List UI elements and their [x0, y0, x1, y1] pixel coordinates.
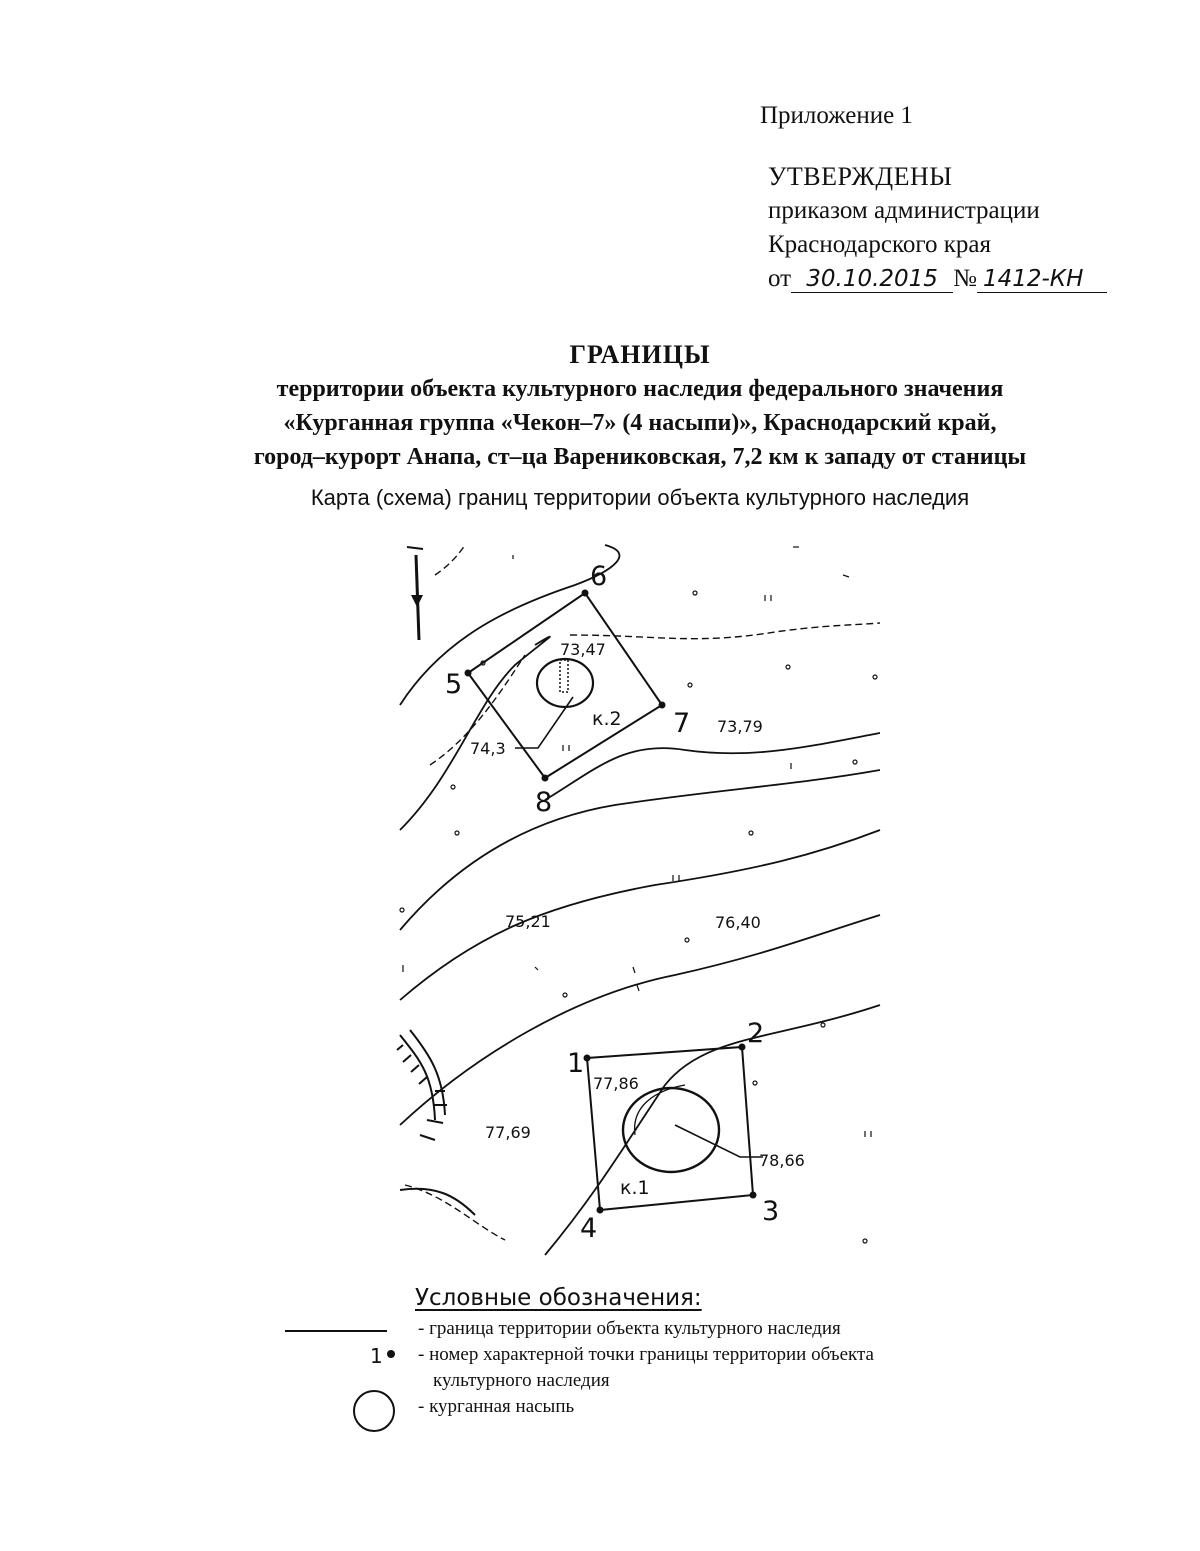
boundary-polygon-south	[587, 1047, 753, 1210]
from-label: от	[768, 265, 792, 292]
approval-line-1: приказом администрации	[768, 197, 1040, 224]
boundary-point-dot	[739, 1044, 746, 1051]
legend-boundary-text: - граница территории объекта культурного наследия	[418, 1318, 841, 1339]
point-number: 5	[445, 669, 463, 700]
mound-labels	[592, 708, 650, 1199]
mound-label: к.1	[620, 1177, 650, 1199]
point-number: 8	[535, 787, 553, 818]
dashed-contours	[405, 545, 880, 1240]
boundary-point-dot	[465, 670, 472, 677]
contour-line	[400, 545, 619, 705]
title-main: ГРАНИЦЫ	[569, 340, 711, 369]
elevation-label: 77,86	[593, 1074, 639, 1093]
map-subtitle: Карта (схема) границ территории объекта культурного наследия	[310, 485, 970, 510]
boundary-points	[465, 590, 757, 1214]
boundary-map	[395, 535, 890, 1260]
boundary-point-dot	[582, 590, 589, 597]
approval-date-line	[768, 262, 1107, 296]
handwritten-number: 1412-КН	[977, 266, 1107, 293]
dashed-contour	[435, 545, 465, 575]
elevation-label: 73,47	[560, 640, 606, 659]
contour-line	[545, 733, 880, 800]
legend-point-text-2: культурного наследия	[433, 1370, 610, 1391]
legend	[285, 1318, 1005, 1422]
boundary-line-icon	[285, 1330, 387, 1332]
legend-row-point-cont	[285, 1370, 1005, 1396]
contour-line	[400, 770, 880, 930]
boundary-point-icon	[370, 1344, 395, 1368]
title-line-2: «Курганная группа «Чекон–7» (4 насыпи)», Краснодарский край,	[283, 410, 997, 436]
title-line-3: город–курорт Анапа, ст–ца Варениковская, 7,2 км к западу от станицы	[253, 444, 1027, 470]
mound-k2	[515, 659, 593, 748]
mound-circle-icon	[353, 1390, 395, 1432]
approval-line-2: Краснодарского края	[768, 231, 991, 258]
terrain-marks	[400, 547, 877, 1243]
mound-k1	[623, 1085, 763, 1172]
number-label: №	[953, 265, 977, 292]
elevation-label: 75,21	[505, 912, 551, 931]
point-number: 2	[747, 1018, 765, 1049]
mound-label: к.2	[592, 708, 622, 730]
legend-row-boundary	[285, 1318, 1005, 1344]
dashed-contour	[570, 623, 880, 639]
boundary-point-dot	[659, 702, 666, 709]
point-number: 7	[673, 708, 691, 739]
approval-block	[768, 160, 1107, 296]
elevation-label: 78,66	[759, 1151, 805, 1170]
point-number: 4	[580, 1213, 598, 1244]
document-title	[0, 338, 1200, 474]
appendix-label: Приложение 1	[760, 102, 913, 129]
point-symbol: 1	[370, 1344, 383, 1368]
contour-line	[400, 915, 880, 1125]
handwritten-date: 30.10.2015	[791, 266, 953, 293]
boundary-point-dot	[750, 1192, 757, 1199]
legend-point-text: - номер характерной точки границы территории объекта	[418, 1344, 874, 1365]
point-number: 3	[762, 1196, 780, 1227]
contour-lines	[400, 545, 880, 1255]
elevation-label: 73,79	[717, 717, 763, 736]
legend-title: Условные обозначения:	[415, 1285, 702, 1311]
legend-row-mound	[285, 1396, 1005, 1422]
elevation-label: 76,40	[715, 913, 761, 932]
approved-heading: УТВЕРЖДЕНЫ	[768, 162, 953, 191]
legend-mound-text: - курганная насыпь	[418, 1396, 575, 1417]
boundary-point-dot	[597, 1207, 604, 1214]
elevation-label: 77,69	[485, 1123, 531, 1142]
title-line-1: территории объекта культурного наследия федерального значения	[276, 376, 1004, 402]
elevation-label: 74,3	[470, 739, 506, 758]
point-number: 1	[567, 1048, 585, 1079]
legend-row-point	[285, 1344, 1005, 1370]
dashed-contour	[405, 1185, 505, 1240]
north-arrow-icon	[407, 547, 423, 640]
contour-line	[400, 637, 553, 830]
contour-line	[400, 830, 880, 1000]
boundary-point-dot	[584, 1055, 591, 1062]
point-number: 6	[590, 561, 608, 592]
boundary-point-dot	[542, 775, 549, 782]
embankment-icon	[397, 1030, 475, 1215]
